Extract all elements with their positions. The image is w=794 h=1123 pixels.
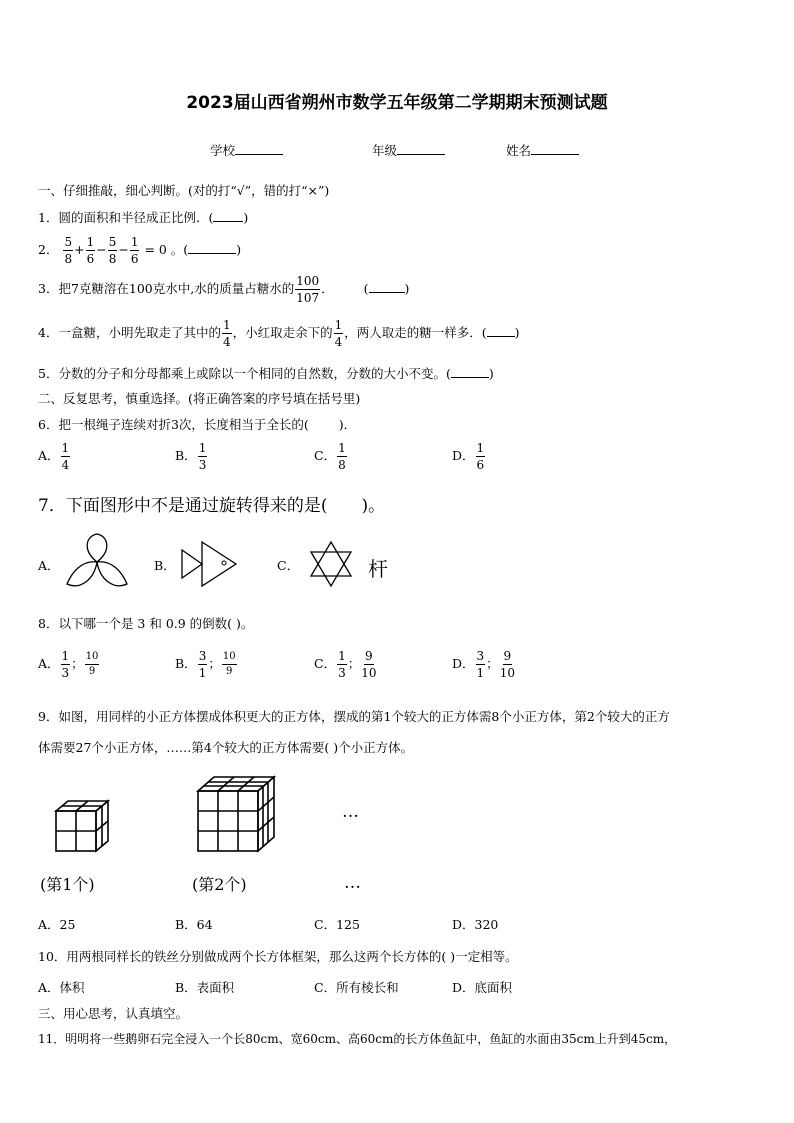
q6-option-b-fraction: $\frac{1}{3}$ bbox=[198, 441, 207, 472]
q1-text: 1．圆的面积和半径成正比例．( bbox=[38, 210, 214, 225]
question-1 bbox=[38, 208, 248, 226]
question-7 bbox=[38, 491, 385, 516]
q6-text: 6．把一根绳子连续对折3次，长度相当于全长的( bbox=[38, 417, 309, 432]
question-4 bbox=[38, 319, 520, 348]
q2-fraction-4: $\frac{1}{6}$ bbox=[130, 235, 139, 266]
q8-c-fraction-2: $\frac{9}{10}$ bbox=[361, 649, 377, 680]
q9-option-d[interactable]: D．320 bbox=[452, 917, 499, 932]
q4-end: ) bbox=[514, 325, 520, 340]
q8-option-d[interactable] bbox=[452, 650, 516, 679]
q6-option-a-fraction: $\frac{1}{4}$ bbox=[61, 441, 70, 472]
q7-option-c-label[interactable]: C． bbox=[277, 558, 300, 573]
q8-option-a[interactable] bbox=[38, 650, 100, 679]
q6-option-a[interactable] bbox=[38, 442, 71, 471]
q10-option-d[interactable]: D．底面积 bbox=[452, 980, 513, 995]
q2-fraction-3: $\frac{5}{8}$ bbox=[108, 235, 117, 266]
q3-fraction: $\frac{100}{107}$ bbox=[296, 274, 320, 305]
grade-field[interactable] bbox=[372, 141, 445, 159]
section1-heading: 一、仔细推敲，细心判断。(对的打“√”，错的打“×”) bbox=[38, 183, 330, 198]
question-6 bbox=[38, 415, 356, 433]
q2-op2: − bbox=[96, 242, 107, 257]
name-label: 姓名 bbox=[506, 143, 532, 158]
q2-num: 2． bbox=[38, 242, 59, 257]
q8-option-c[interactable] bbox=[314, 650, 378, 679]
q2-fraction-1: $\frac{5}{8}$ bbox=[64, 235, 73, 266]
q1-answer-blank[interactable] bbox=[213, 221, 243, 222]
q8-b-sep: ； bbox=[208, 656, 221, 671]
school-blank[interactable] bbox=[235, 154, 283, 155]
question-3 bbox=[38, 275, 409, 304]
q4-answer-blank[interactable] bbox=[487, 336, 515, 337]
q10-option-a[interactable]: A．体积 bbox=[38, 980, 85, 995]
section3-heading: 三、用心思考，认真填空。 bbox=[38, 1006, 189, 1021]
q3-end: ) bbox=[404, 281, 410, 296]
q8-a-sep: ； bbox=[71, 656, 84, 671]
q8-option-a-label: A． bbox=[38, 656, 60, 671]
q8-option-c-label: C． bbox=[314, 656, 337, 671]
q6-option-b[interactable] bbox=[175, 442, 208, 471]
three-petal-figure bbox=[64, 532, 130, 590]
q9-caption-1: (第1个) bbox=[40, 875, 95, 894]
q6-option-d[interactable] bbox=[452, 442, 486, 471]
cube-3x3-figure bbox=[196, 775, 278, 853]
q8-b-fraction-1: $\frac{3}{1}$ bbox=[198, 649, 207, 680]
q5-end: ) bbox=[488, 366, 494, 381]
q6-option-b-label: B． bbox=[175, 448, 197, 463]
q6-option-c-fraction: $\frac{1}{8}$ bbox=[338, 441, 346, 472]
q9-caption-2: (第2个) bbox=[192, 875, 247, 894]
q8-option-b-label: B． bbox=[175, 656, 197, 671]
q4-text-2: ，小红取走余下的 bbox=[232, 325, 333, 340]
q2-answer-blank[interactable] bbox=[188, 253, 236, 254]
question-2 bbox=[38, 236, 241, 265]
school-field[interactable] bbox=[210, 141, 283, 159]
grade-blank[interactable] bbox=[397, 154, 445, 155]
section2-heading: 二、反复思考，慎重选择。(将正确答案的序号填在括号里) bbox=[38, 391, 361, 406]
q3-answer-blank[interactable] bbox=[369, 292, 405, 293]
q6-end: )． bbox=[338, 417, 357, 432]
q2-fraction-2: $\frac{1}{6}$ bbox=[86, 235, 95, 266]
q8-b-fraction-2: $\frac{10}{9}$ bbox=[222, 651, 236, 677]
q5-answer-blank[interactable] bbox=[451, 377, 489, 378]
question-8: 8．以下哪一个是 3 和 0.9 的倒数( )。 bbox=[38, 616, 254, 631]
fish-figure bbox=[180, 540, 240, 588]
q7-option-a-label[interactable]: A． bbox=[38, 558, 60, 573]
q10-option-c[interactable]: C．所有棱长和 bbox=[314, 980, 399, 995]
q9-ellipsis-top: … bbox=[342, 802, 359, 822]
q8-option-d-label: D． bbox=[452, 656, 475, 671]
cube-2x2-figure bbox=[54, 799, 112, 853]
q8-option-b[interactable] bbox=[175, 650, 238, 679]
q2-end: ) bbox=[236, 242, 242, 257]
q4-text-1: 4．一盒糖，小明先取走了其中的 bbox=[38, 325, 221, 340]
question-5 bbox=[38, 364, 494, 382]
question-11: 11．明明将一些鹅卵石完全浸入一个长80cm、宽60cm、高60cm的长方体鱼缸中，鱼缸的水面由35cm上升到45cm， bbox=[38, 1032, 677, 1046]
q3-text: 3．把7克糖溶在100克水中,水的质量占糖水的 bbox=[38, 281, 295, 296]
q4-fraction-2: $\frac{1}{4}$ bbox=[334, 318, 343, 349]
q8-c-fraction-1: $\frac{1}{3}$ bbox=[338, 649, 346, 680]
q2-op3: − bbox=[118, 242, 129, 257]
q9-option-a[interactable]: A．25 bbox=[38, 917, 76, 932]
q6-option-c[interactable] bbox=[314, 442, 348, 471]
name-blank[interactable] bbox=[531, 154, 579, 155]
q1-end: ) bbox=[243, 210, 249, 225]
page-title: 2023届山西省朔州市数学五年级第二学期期末预测试题 bbox=[186, 93, 608, 113]
q3-tail: ． bbox=[321, 281, 334, 296]
q9-option-c[interactable]: C．125 bbox=[314, 917, 360, 932]
q6-option-a-label: A． bbox=[38, 448, 60, 463]
q8-d-sep: ； bbox=[486, 656, 499, 671]
q8-a-fraction-2: $\frac{10}{9}$ bbox=[85, 651, 99, 677]
q2-op1: + bbox=[74, 242, 85, 257]
grade-label: 年级 bbox=[372, 143, 398, 158]
q10-option-b[interactable]: B．表面积 bbox=[175, 980, 235, 995]
q6-option-d-fraction: $\frac{1}{6}$ bbox=[476, 441, 485, 472]
q9-line-1: 9．如图，用同样的小正方体摆成体积更大的正方体，摆成的第1个较大的正方体需8个小正方体，第2个较大的正方 bbox=[38, 709, 670, 724]
q7-char-figure: 杆 bbox=[368, 557, 388, 581]
q3-paren: ( bbox=[363, 281, 369, 296]
q8-c-sep: ； bbox=[347, 656, 361, 671]
q6-option-d-label: D． bbox=[452, 448, 475, 463]
school-label: 学校 bbox=[210, 143, 236, 158]
q9-option-b[interactable]: B．64 bbox=[175, 917, 213, 932]
q4-text-3: ，两人取走的糖一样多．( bbox=[344, 325, 487, 340]
q7-text: 7．下面图形中不是通过旋转得来的是( bbox=[38, 496, 328, 516]
q4-fraction-1: $\frac{1}{4}$ bbox=[222, 318, 231, 349]
q9-line-2: 体需要27个小正方体，……第4个较大的正方体需要( )个小正方体。 bbox=[38, 740, 414, 755]
q5-text: 5．分数的分子和分母都乘上或除以一个相同的自然数，分数的大小不变。( bbox=[38, 366, 451, 381]
q7-option-b-label[interactable]: B． bbox=[154, 558, 176, 573]
q8-d-fraction-2: $\frac{9}{10}$ bbox=[499, 649, 515, 680]
name-field[interactable] bbox=[506, 141, 579, 159]
question-10: 10．用两根同样长的铁丝分别做成两个长方体框架，那么这两个长方体的( )一定相等。 bbox=[38, 949, 518, 964]
q8-a-fraction-1: $\frac{1}{3}$ bbox=[61, 649, 70, 680]
q6-option-c-label: C． bbox=[314, 448, 337, 463]
q7-end: )。 bbox=[361, 496, 386, 516]
hexagram-figure bbox=[307, 540, 355, 588]
q9-ellipsis-bottom: … bbox=[344, 873, 361, 893]
q8-d-fraction-1: $\frac{3}{1}$ bbox=[476, 649, 485, 680]
q2-tail: = 0 。( bbox=[144, 242, 189, 257]
